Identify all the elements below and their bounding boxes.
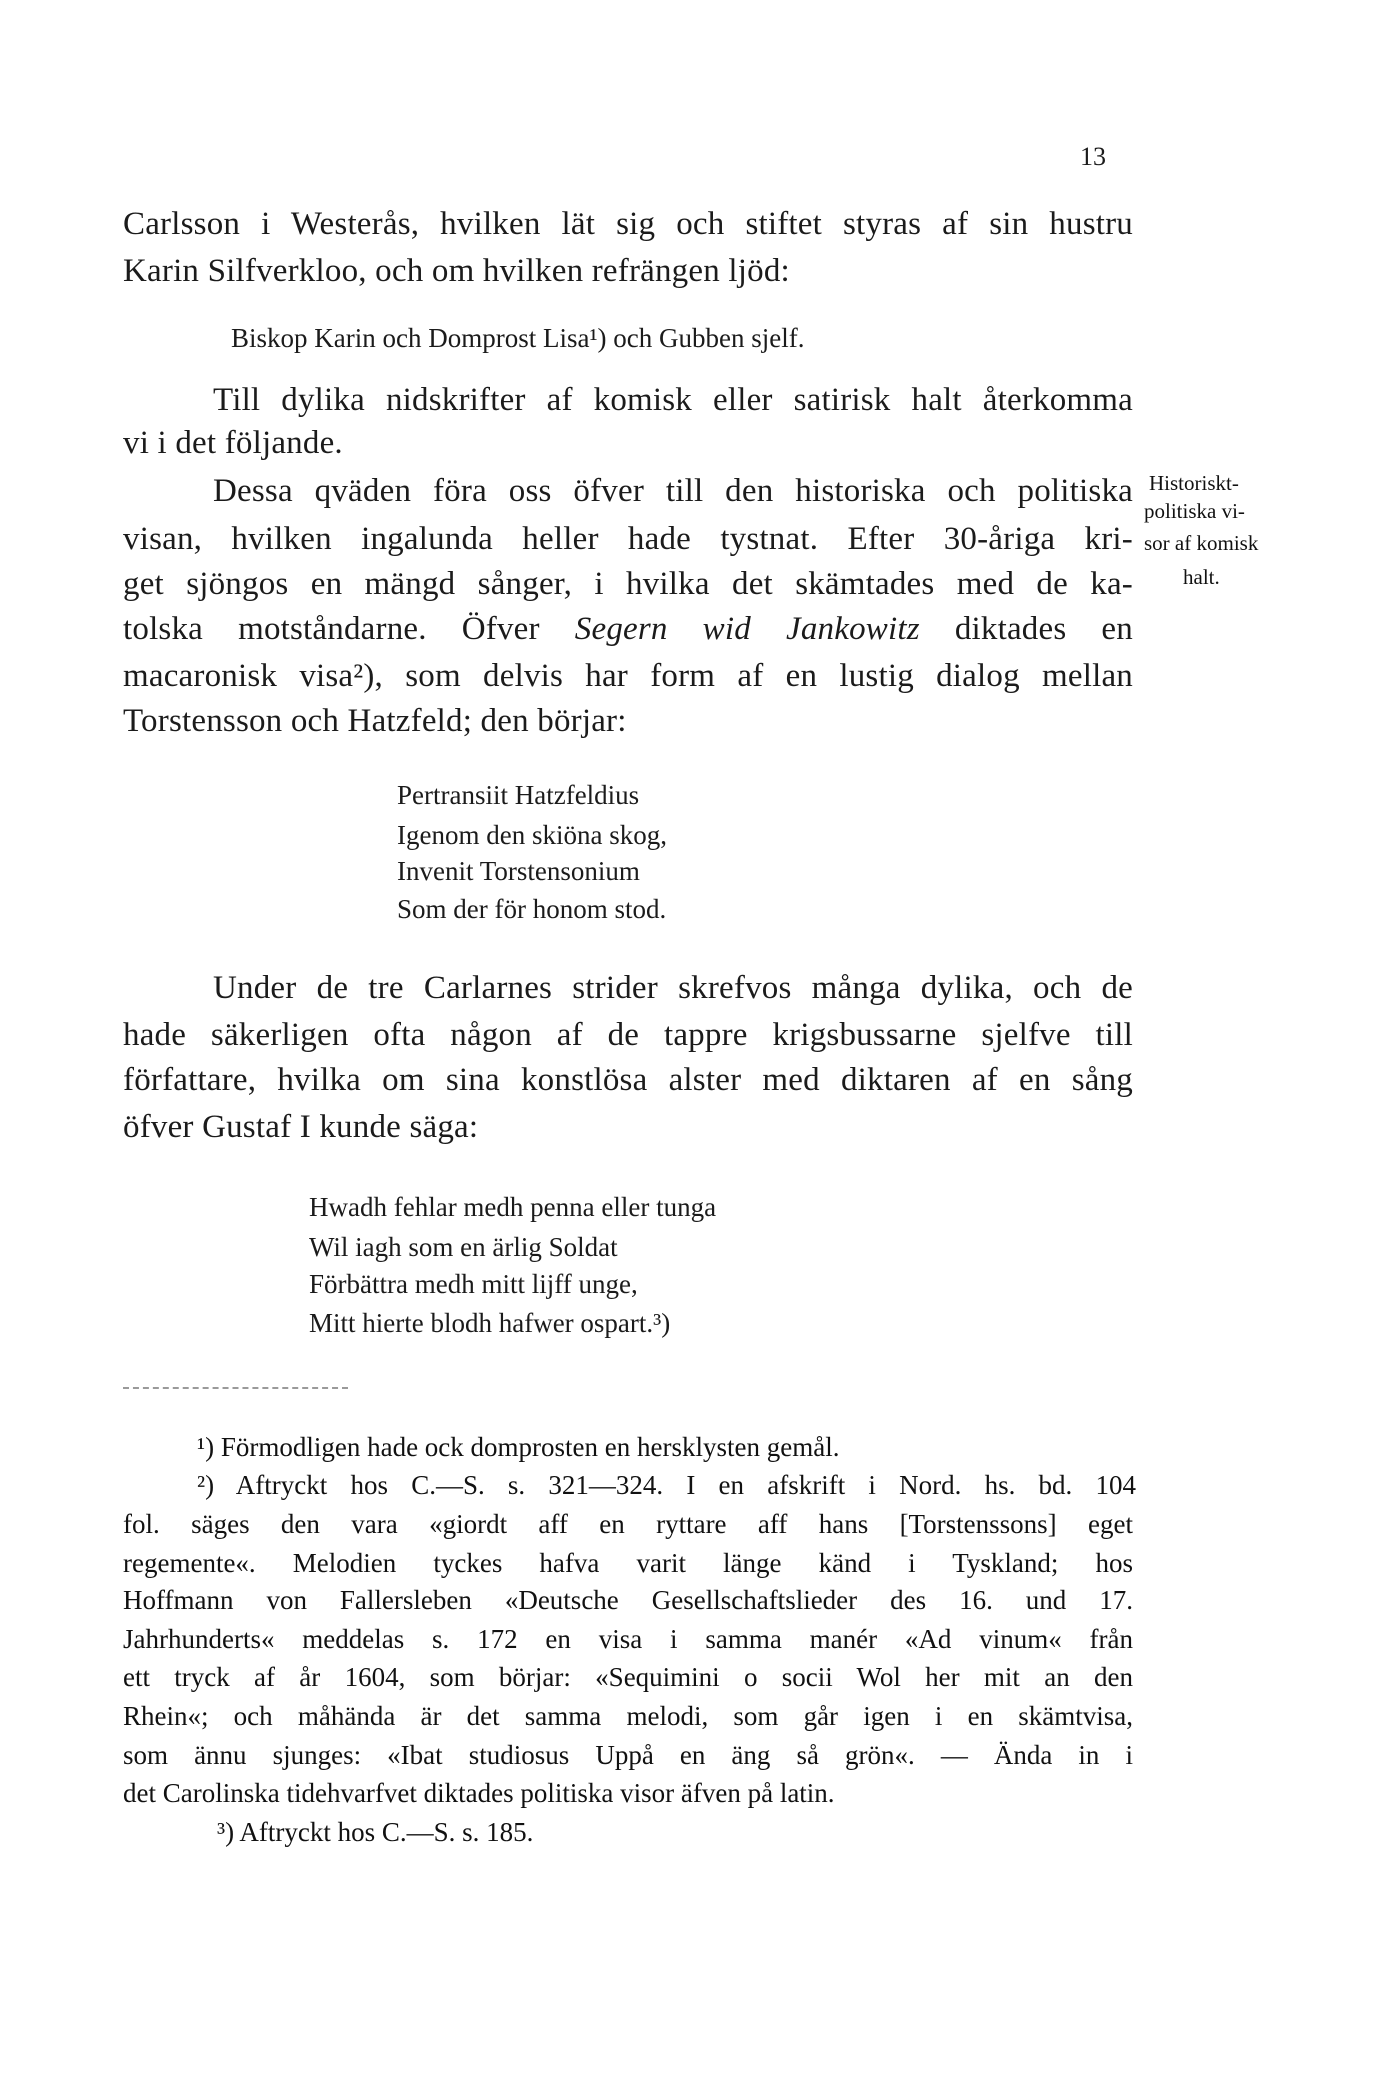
- footnote-line: Rhein«; och måhända är det samma melodi, som går igen i en skämtvisa,: [123, 1701, 1133, 1731]
- verse-line: Igenom den skiöna skog,: [397, 820, 667, 850]
- body-text-line: macaronisk visa²), som delvis har form af en lustig dialog mellan: [123, 658, 1133, 694]
- margin-note-line: halt.: [1183, 565, 1220, 589]
- body-text-line: Karin Silfverkloo, och om hvilken refrängen ljöd:: [123, 253, 790, 289]
- body-text-line: Till dylika nidskrifter af komisk eller satirisk halt återkomma: [213, 382, 1133, 418]
- footnote-line: ²) Aftryckt hos C.—S. s. 321—324. I en afskrift i Nord. hs. bd. 104: [197, 1470, 1136, 1500]
- italic-title: Segern wid Jankowitz: [574, 611, 920, 647]
- footnote-line: regemente«. Melodien tyckes hafva varit länge känd i Tyskland; hos: [123, 1548, 1133, 1578]
- verse-line: Som der för honom stod.: [397, 894, 667, 924]
- body-text-segment: tolska motståndarne. Öfver: [123, 611, 575, 647]
- footnote-line: ett tryck af år 1604, som börjar: «Sequimini o socii Wol her mit an den: [123, 1662, 1133, 1692]
- footnote-line: Jahrhunderts« meddelas s. 172 en visa i samma manér «Ad vinum« från: [123, 1624, 1133, 1654]
- footnote-line: Hoffmann von Fallersleben «Deutsche Gesellschaftslieder des 16. und 17.: [123, 1585, 1133, 1615]
- page-number: 13: [1080, 142, 1106, 171]
- verse-line: Mitt hierte blodh hafwer ospart.³): [309, 1308, 671, 1338]
- body-text-line: Dessa qväden föra oss öfver till den historiska och politiska: [213, 473, 1133, 509]
- body-text-segment: diktades en: [919, 611, 1133, 647]
- verse-line: Invenit Torstensonium: [397, 856, 640, 886]
- refrain-line: Biskop Karin och Domprost Lisa¹) och Gubben sjelf.: [231, 323, 805, 353]
- body-text-line: öfver Gustaf I kunde säga:: [123, 1109, 479, 1145]
- footnote-line: ³) Aftryckt hos C.—S. s. 185.: [217, 1817, 534, 1847]
- verse-line: Hwadh fehlar medh penna eller tunga: [309, 1192, 717, 1222]
- footnote-line: ¹) Förmodligen hade ock domprosten en hersklysten gemål.: [197, 1432, 840, 1462]
- footnote-line: det Carolinska tidehvarfvet diktades politiska visor äfven på latin.: [123, 1778, 835, 1808]
- verse-line: Pertransiit Hatzfeldius: [397, 780, 640, 810]
- verse-line: Förbättra medh mitt lijff unge,: [309, 1269, 638, 1299]
- body-text-line: vi i det följande.: [123, 425, 343, 461]
- body-text-line: [123, 607, 1133, 651]
- margin-note-line: sor af komisk: [1144, 531, 1259, 555]
- body-text-line: hade säkerligen ofta någon af de tappre krigsbussarne sjelfve till: [123, 1017, 1133, 1053]
- body-text-line: Carlsson i Westerås, hvilken lät sig och stiftet styras af sin hustru: [123, 206, 1133, 242]
- margin-note-line: Historiskt-: [1149, 471, 1239, 495]
- verse-line: Wil iagh som en ärlig Soldat: [309, 1232, 618, 1262]
- body-text-line: get sjöngos en mängd sånger, i hvilka det skämtades med de ka-: [123, 566, 1133, 602]
- footnote-line: som ännu sjunges: «Ibat studiosus Uppå en äng så grön«. — Ända in i: [123, 1740, 1133, 1770]
- body-text-line: Under de tre Carlarnes strider skrefvos många dylika, och de: [213, 970, 1133, 1006]
- footnote-line: fol. säges den vara «giordt aff en ryttare aff hans [Torstenssons] eget: [123, 1509, 1133, 1539]
- margin-note-line: politiska vi-: [1144, 499, 1245, 523]
- body-text-line: visan, hvilken ingalunda heller hade tystnat. Efter 30-åriga kri-: [123, 521, 1133, 557]
- body-text-line: Torstensson och Hatzfeld; den börjar:: [123, 703, 627, 739]
- body-text-line: författare, hvilka om sina konstlösa alster med diktaren af en sång: [123, 1062, 1133, 1098]
- footnote-separator: [123, 1387, 348, 1389]
